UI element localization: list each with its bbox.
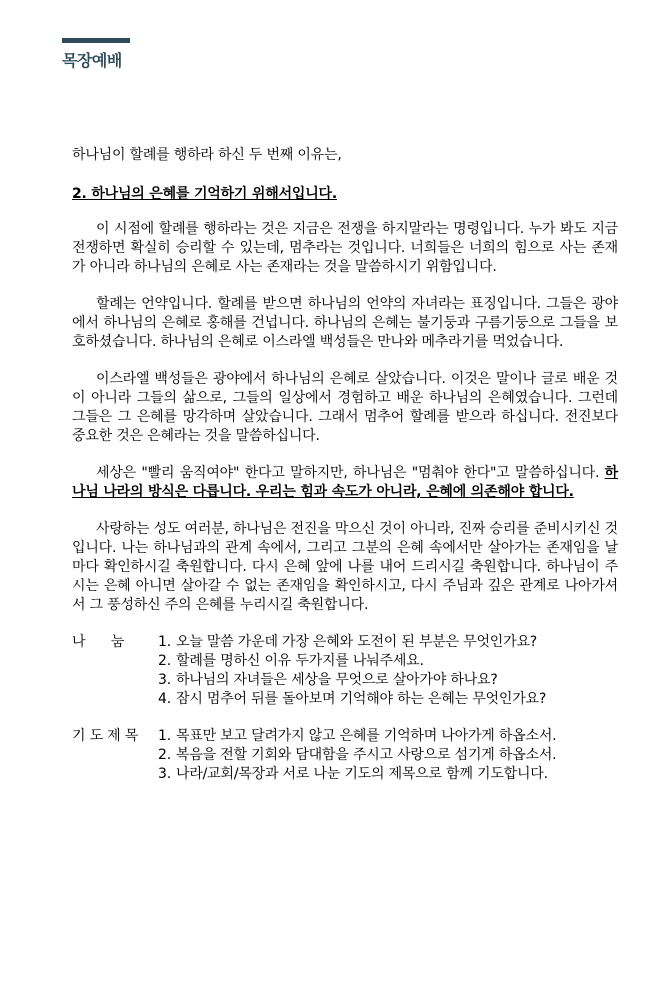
paragraph-4-emphasis: 하나님 나라의 방식은 다릅니다. 우리는 힘과 속도가 아니라, 은혜에 의존해야 합니다. (72, 465, 618, 500)
list-item-number: 1. (158, 634, 171, 650)
section-title: 2. 하나님의 은혜를 기억하기 위해서입니다. (72, 186, 337, 202)
list-item-number: 3. (158, 672, 171, 688)
prayer-section (72, 727, 618, 784)
header-title: 목장예배 (62, 51, 122, 70)
paragraph-5: 사랑하는 성도 여러분, 하나님은 전진을 막으신 것이 아니라, 진짜 승리를 준비시키신 것입니다. 나는 하나님과의 관계 속에서, 그리고 그분의 은혜 속에서만 살아가는 존재임을 날마다 확인하시길 축원합니다. 다시 은혜 앞에 나를 내어 드리시길 축원합니다. 하나님이 주시는 은혜 아니면 살아갈 수 없는 존재임을 확인하시고, 다시 주님과 깊은 관계로 나아가셔서 그 풍성하신 주의 은혜를 누리시길 축원합니다. (72, 521, 618, 613)
list-item (158, 652, 618, 671)
list-item (158, 765, 618, 784)
intro-line: 하나님이 할례를 행하라 하신 두 번째 이유는, (72, 147, 342, 163)
list-item-text: 하나님의 자녀들은 세상을 무엇으로 살아가야 하나요? (176, 672, 498, 688)
sharing-label: 나 눔 (72, 634, 125, 650)
list-item (158, 633, 618, 652)
list-item-number: 3. (158, 766, 171, 782)
sharing-list (158, 633, 618, 709)
list-item-text: 할례를 명하신 이유 두가지를 나눠주세요. (176, 653, 424, 669)
list-item-text: 목표만 보고 달려가지 않고 은혜를 기억하며 나아가게 하옵소서. (176, 728, 557, 744)
paragraph-1: 이 시점에 할례를 행하라는 것은 지금은 전쟁을 하지말라는 명령입니다. 누가 봐도 지금 전쟁하면 확실히 승리할 수 있는데, 멈추라는 것입니다. 너희들은 너희의 힘으로 사는 존재가 아니라 하나님의 은혜로 사는 존재라는 것을 말씀하시기 위함입니다. (72, 221, 618, 275)
list-item-number: 1. (158, 728, 171, 744)
paragraph-4-text: 세상은 "빨리 움직여야" 한다고 말하지만, 하나님은 "멈춰야 한다"고 말씀하십니다. (96, 465, 605, 481)
list-item-text: 오늘 말씀 가운데 가장 은혜와 도전이 된 부분은 무엇인가요? (176, 634, 538, 650)
page-header (62, 38, 130, 71)
list-item (158, 671, 618, 690)
list-item (158, 690, 618, 709)
header-accent-bar (62, 38, 130, 43)
prayer-label: 기 도 제 목 (72, 728, 139, 744)
list-item-number: 4. (158, 691, 171, 707)
paragraph-2: 할례는 언약입니다. 할례를 받으면 하나님의 언약의 자녀라는 표징입니다. 그들은 광야에서 하나님의 은혜로 홍해를 건넙니다. 하나님의 은혜는 불기둥과 구름기둥으로 그들을 보호하셨습니다. 하나님의 은혜로 이스라엘 백성들은 만나와 메추라기를 먹었습니다. (72, 296, 618, 350)
list-item-text: 잠시 멈추어 뒤를 돌아보며 기억해야 하는 은혜는 무엇인가요? (176, 691, 547, 707)
list-item-number: 2. (158, 747, 171, 763)
list-item (158, 727, 618, 746)
list-item (158, 746, 618, 765)
sermon-content (72, 146, 618, 784)
paragraph-4 (72, 464, 618, 502)
sharing-section (72, 633, 618, 709)
list-item-text: 나라/교회/목장과 서로 나눈 기도의 제목으로 함께 기도합니다. (176, 766, 548, 782)
paragraph-3: 이스라엘 백성들은 광야에서 하나님의 은혜로 살았습니다. 이것은 말이나 글로 배운 것이 아니라 그들의 삶으로, 그들의 일상에서 경험하고 배운 하나님의 은혜였습니다. 그런데 그들은 그 은혜를 망각하며 살았습니다. 그래서 멈추어 할례를 받으라 하십니다. 전진보다 중요한 것은 은혜라는 것을 말씀하십니다. (72, 371, 618, 444)
list-item-number: 2. (158, 653, 171, 669)
list-item-text: 복음을 전할 기회와 담대함을 주시고 사랑으로 섬기게 하옵소서. (176, 747, 557, 763)
prayer-list (158, 727, 618, 784)
